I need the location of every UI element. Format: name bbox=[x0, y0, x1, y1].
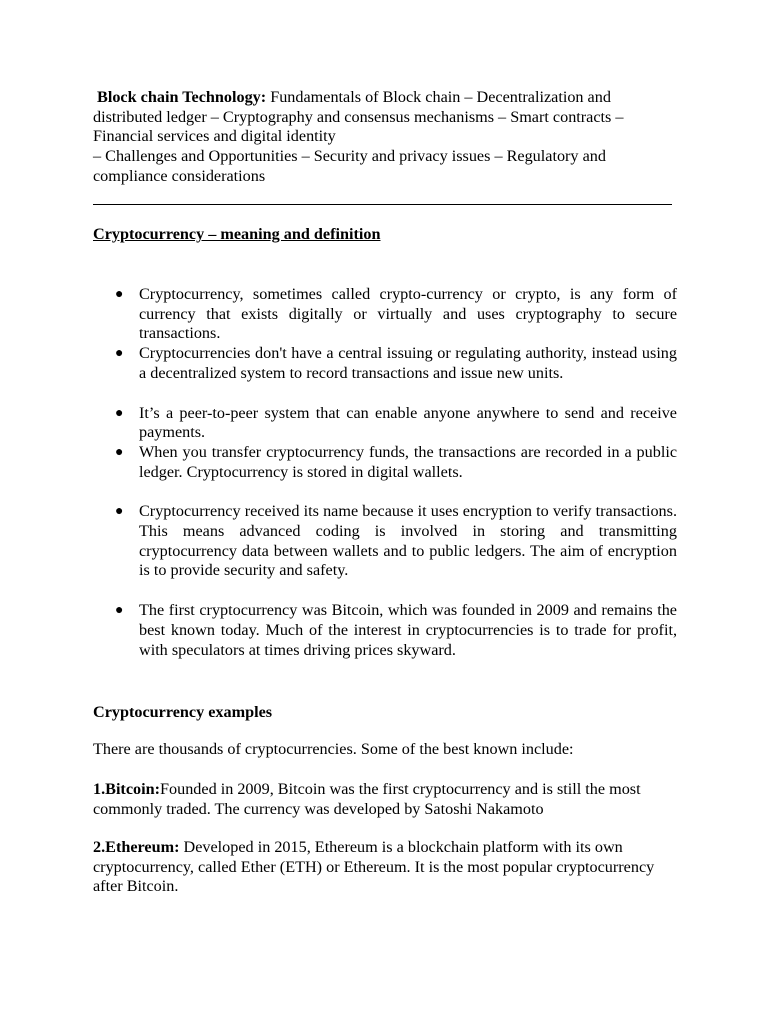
intro-paragraph bbox=[93, 88, 677, 187]
example-label: 1.Bitcoin: bbox=[93, 780, 160, 798]
section-heading-meaning: Cryptocurrency – meaning and definition bbox=[93, 225, 381, 243]
horizontal-rule bbox=[93, 204, 672, 205]
intro-line-2: – Challenges and Opportunities – Security and privacy issues – Regulatory and compliance considerations bbox=[93, 147, 606, 185]
bullet-icon: ● bbox=[115, 405, 124, 421]
examples-intro: There are thousands of cryptocurrencies. Some of the best known include: bbox=[93, 740, 574, 758]
bullet-icon: ● bbox=[115, 346, 124, 362]
bullet-item: ● When you transfer cryptocurrency funds, the transactions are recorded in a public ledger. Cryptocurrency is stored in digital wallets. bbox=[115, 442, 677, 481]
intro-lead: Block chain Technology: bbox=[97, 88, 267, 106]
bullet-icon: ● bbox=[115, 504, 124, 520]
bullet-item: ● Cryptocurrency, sometimes called crypto-currency or crypto, is any form of currency that exists digitally or virtually and uses cryptography to secure transactions. bbox=[115, 285, 677, 343]
bullet-item: ● It’s a peer-to-peer system that can enable anyone anywhere to send and receive payments. bbox=[115, 403, 677, 442]
bullet-item: ● Cryptocurrency received its name because it uses encryption to verify transactions. This means advanced coding is involved in storing and transmitting cryptocurrency data between wallets and to public ledgers. The aim of encryption is to provide security and safety. bbox=[115, 502, 677, 580]
definition-bullet-list bbox=[93, 285, 677, 660]
bullet-icon: ● bbox=[115, 287, 124, 302]
example-label: 2.Ethereum: bbox=[93, 838, 180, 856]
intro-text: Fundamentals of Block chain – Decentralization and distributed ledger – Cryptography and consensus mechanisms – Smart contracts – Financial services and digital identity bbox=[93, 88, 624, 146]
example-ethereum bbox=[93, 838, 677, 897]
example-bitcoin bbox=[93, 780, 677, 819]
example-text: Founded in 2009, Bitcoin was the first cryptocurrency and is still the most commonly traded. The currency was developed by Satoshi Nakamoto bbox=[93, 780, 641, 818]
intro-line-1 bbox=[93, 88, 677, 147]
bullet-icon: ● bbox=[115, 603, 124, 619]
example-text: Developed in 2015, Ethereum is a blockchain platform with its own cryptocurrency, called Ether (ETH) or Ethereum. It is the most popular cryptocurrency after Bitcoin. bbox=[93, 838, 655, 896]
bullet-item: ● The first cryptocurrency was Bitcoin, which was founded in 2009 and remains the best known today. Much of the interest in cryptocurrencies is to trade for profit, with speculators at times driving prices skyward. bbox=[115, 601, 677, 659]
section-heading-examples: Cryptocurrency examples bbox=[93, 703, 273, 721]
bullet-item: ● Cryptocurrencies don't have a central issuing or regulating authority, instead using a decentralized system to record transactions and issue new units. bbox=[115, 344, 677, 382]
bullet-icon: ● bbox=[115, 444, 124, 460]
